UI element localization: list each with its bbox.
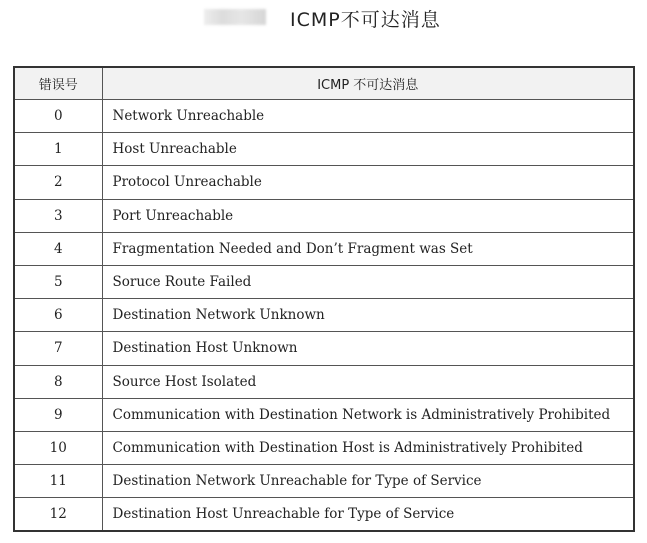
table-row <box>14 431 634 464</box>
table-body <box>14 100 634 532</box>
table-row <box>14 299 634 332</box>
error-code-cell: 3 <box>14 199 102 232</box>
table-row <box>14 398 634 431</box>
table-caption <box>0 2 647 32</box>
table-row <box>14 133 634 166</box>
table-header-row <box>14 67 634 100</box>
error-code-cell: 7 <box>14 332 102 365</box>
error-code-cell: 0 <box>14 100 102 133</box>
error-code-cell: 10 <box>14 431 102 464</box>
message-cell: Destination Network Unreachable for Type of Service <box>102 465 634 498</box>
message-cell: Fragmentation Needed and Don’t Fragment was Set <box>102 232 634 265</box>
message-cell: Destination Network Unknown <box>102 299 634 332</box>
table-row <box>14 100 634 133</box>
error-code-cell: 9 <box>14 398 102 431</box>
error-code-cell: 4 <box>14 232 102 265</box>
message-cell: Source Host Isolated <box>102 365 634 398</box>
error-code-cell: 1 <box>14 133 102 166</box>
table-row <box>14 232 634 265</box>
error-code-cell: 6 <box>14 299 102 332</box>
message-cell: Host Unreachable <box>102 133 634 166</box>
error-code-cell: 12 <box>14 498 102 532</box>
message-cell: Destination Host Unknown <box>102 332 634 365</box>
message-cell: Soruce Route Failed <box>102 265 634 298</box>
icmp-unreachable-table <box>13 66 635 532</box>
message-cell: Protocol Unreachable <box>102 166 634 199</box>
table-row <box>14 465 634 498</box>
table-row <box>14 166 634 199</box>
error-code-cell: 8 <box>14 365 102 398</box>
caption-title: ICMP不可达消息 <box>290 9 441 31</box>
message-cell: Port Unreachable <box>102 199 634 232</box>
table-row <box>14 365 634 398</box>
message-cell: Network Unreachable <box>102 100 634 133</box>
header-icmp-message: ICMP 不可达消息 <box>102 67 634 100</box>
header-error-code: 错误号 <box>14 67 102 100</box>
message-cell: Destination Host Unreachable for Type of Service <box>102 498 634 532</box>
error-code-cell: 11 <box>14 465 102 498</box>
error-code-cell: 2 <box>14 166 102 199</box>
message-cell: Communication with Destination Host is Administratively Prohibited <box>102 431 634 464</box>
redacted-caption-number <box>204 9 266 25</box>
table-row <box>14 265 634 298</box>
table-row <box>14 498 634 532</box>
table-row <box>14 199 634 232</box>
table-row <box>14 332 634 365</box>
error-code-cell: 5 <box>14 265 102 298</box>
message-cell: Communication with Destination Network is Administratively Prohibited <box>102 398 634 431</box>
